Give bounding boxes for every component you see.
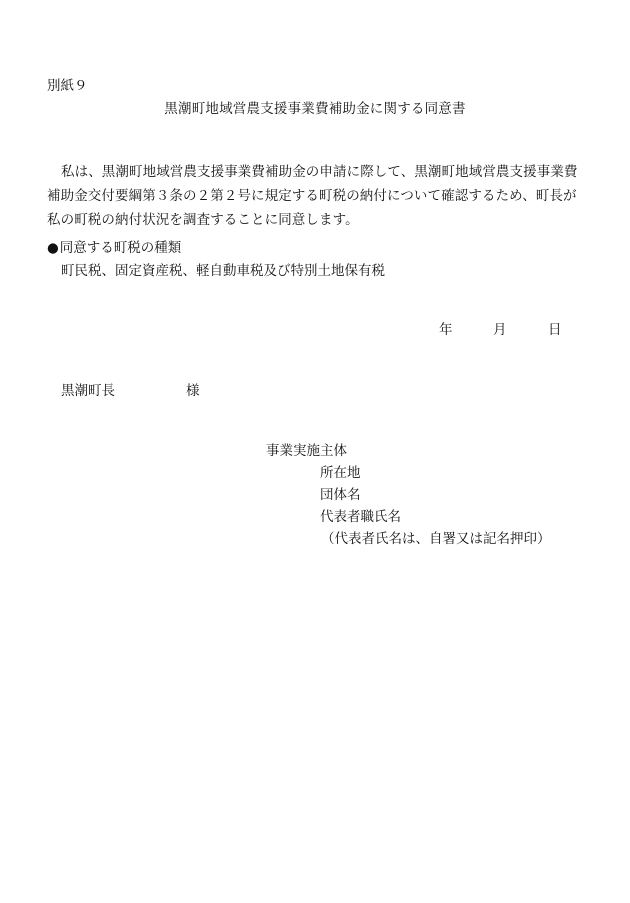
signature-note: （代表者氏名は、自署又は記名押印） <box>321 531 551 547</box>
applicant-representative-label: 代表者職氏名 <box>320 509 401 525</box>
applicant-address-label: 所在地 <box>320 465 361 481</box>
addressee-honorific: 様 <box>186 383 200 399</box>
date-day-label: 日 <box>548 322 562 338</box>
consent-statement-line-3: 私の町税の納付状況を調査することに同意します。 <box>47 212 359 228</box>
consent-statement-line-1: 私は、黒潮町地域営農支援事業費補助金の申請に際して、黒潮町地域営農支援事業費 <box>61 164 578 180</box>
consent-statement <box>47 160 595 232</box>
appendix-label: 別紙９ <box>47 78 88 94</box>
tax-type-heading-text: 同意する町税の種類 <box>59 240 182 256</box>
applicant-organization-label: 団体名 <box>320 487 361 503</box>
tax-type-heading <box>47 242 181 256</box>
applicant-label: 事業実施主体 <box>266 443 347 459</box>
date-month-label: 月 <box>493 322 507 338</box>
document-title: 黒潮町地域営農支援事業費補助金に関する同意書 <box>164 101 466 117</box>
consent-statement-line-2: 補助金交付要綱第３条の２第２号に規定する町税の納付について確認するため、町長が <box>47 188 577 204</box>
addressee-name: 黒潮町長 <box>61 383 115 399</box>
date-year-label: 年 <box>439 322 453 338</box>
tax-type-list: 町民税、固定資産税、軽自動車税及び特別土地保有税 <box>61 263 385 279</box>
bullet-icon: ● <box>47 240 59 256</box>
